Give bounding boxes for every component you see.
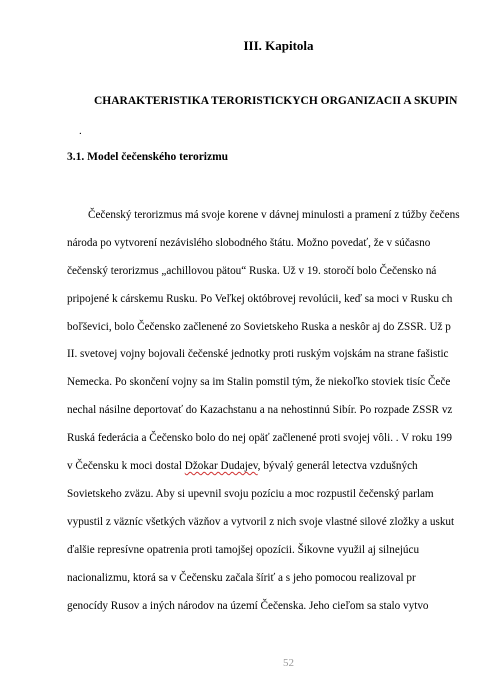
body-line: nacionalizmu, ktorá sa v Čečensku začala šíriť a s jeho pomocou realizoval pr	[67, 572, 416, 584]
body-line: ďalšie represívne opatrenia proti tamojšej opozícii. Šikovne využil aj silnejúcu	[67, 544, 420, 556]
subsection-title: 3.1. Model čečenského terorizmu	[67, 151, 229, 163]
page-number: 52	[283, 657, 294, 669]
body-line: genocídy Rusov a iných národov na území Čečenska. Jeho cieľom sa stalo vytvo	[67, 600, 429, 612]
spellcheck-underlined-name: Džokar Dudajev	[184, 460, 258, 472]
body-line: boľševici, bolo Čečensko začlenené zo Sovietskeho Ruska a neskôr aj do ZSSR. Už p	[67, 321, 451, 333]
body-line: pripojené k cárskemu Rusku. Po Veľkej októbrovej revolúcii, keď sa moci v Rusku ch	[67, 293, 453, 305]
body-line: nechal násilne deportovať do Kazachstanu a na nehostinnú Sibír. Po rozpade ZSSR vz	[67, 404, 453, 416]
body-line: Sovietskeho zväzu. Aby si upevnil svoju pozíciu a moc rozpustil čečenský parlam	[67, 488, 434, 500]
body-line: Čečenský terorizmus má svoje korene v dávnej minulosti a pramení z túžby čečens	[88, 209, 460, 221]
body-line: II. svetovej vojny bojovali čečenské jednotky proti ruským vojskám na strane fašistic	[67, 348, 449, 360]
stray-mark: .	[79, 125, 82, 137]
body-line: národa po vytvorení nezávislého slobodného štátu. Možno povedať, že v súčasno	[67, 237, 431, 249]
body-line-text: v Čečensku k moci dostal	[67, 460, 185, 472]
body-line: vypustil z väzníc všetkých väzňov a vytvoril z nich svoje vlastné silové zložky a uskut	[67, 516, 455, 528]
section-title: CHARAKTERISTIKA TERORISTICKYCH ORGANIZACII A SKUPIN	[94, 95, 458, 107]
body-line: Ruská federácia a Čečensko bolo do nej opäť začlenené proti svojej vôli. . V roku 199	[67, 432, 452, 444]
body-line: čečenský terorizmus „achillovou pätou“ Ruska. Už v 19. storočí bolo Čečensko ná	[67, 265, 437, 277]
body-line: Nemecka. Po skončení vojny sa im Stalin pomstil tým, že niekoľko stoviek tisíc Čeče	[67, 376, 451, 388]
body-line	[67, 460, 487, 472]
chapter-title: III. Kapitola	[243, 38, 314, 53]
body-line-text: , bývalý generál letectva vzdušných	[257, 460, 418, 472]
